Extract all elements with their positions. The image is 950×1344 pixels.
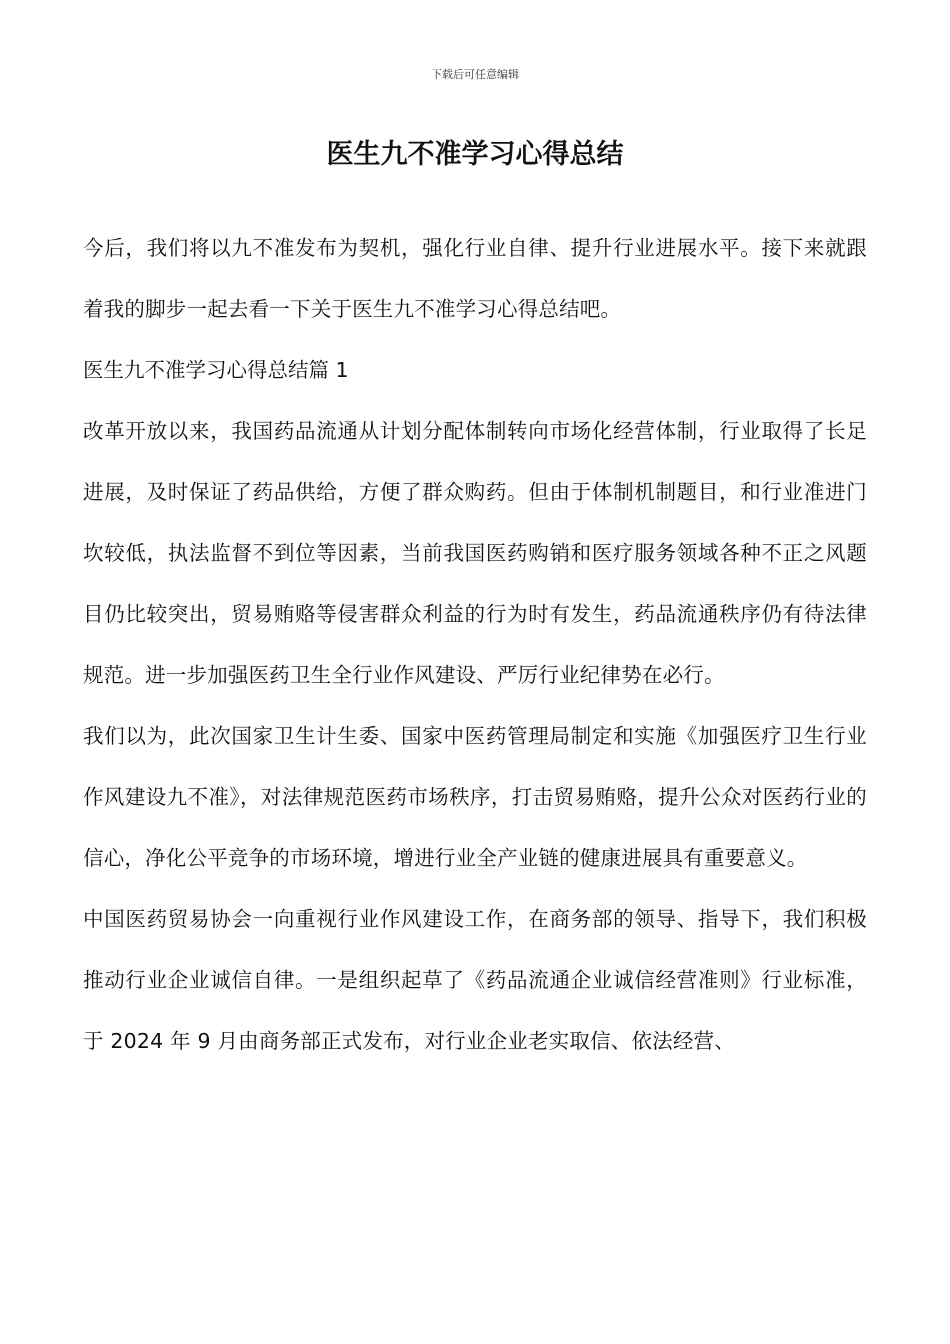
document-title: 医生九不准学习心得总结 — [326, 139, 624, 170]
body-paragraph-2: 我们以为，此次国家卫生计生委、国家中医药管理局制定和实施《加强医疗卫生行业作风建设九不准》，对法律规范医药市场秩序，打击贸易贿赂，提升公众对医药行业的信心，净化公平竞争的市场环境，增进行业全产业链的健康进展具有重要意义。 — [83, 724, 867, 870]
header-note: 下载后可任意编辑 — [431, 68, 519, 81]
section-heading: 医生九不准学习心得总结篇 1 — [83, 358, 349, 382]
document-body — [83, 218, 867, 1072]
body-paragraph-3: 中国医药贸易协会一向重视行业作风建设工作，在商务部的领导、指导下，我们积极推动行业企业诚信自律。一是组织起草了《药品流通企业诚信经营准则》行业标准，于 2024 年 9 月由商务部正式发布，对行业企业老实取信、依法经营、 — [83, 907, 867, 1053]
intro-paragraph: 今后，我们将以九不准发布为契机，强化行业自律、提升行业进展水平。接下来就跟着我的脚步一起去看一下关于医生九不准学习心得总结吧。 — [83, 236, 867, 321]
body-paragraph-1: 改革开放以来，我国药品流通从计划分配体制转向市场化经营体制，行业取得了长足进展，及时保证了药品供给，方便了群众购药。但由于体制机制题目，和行业准进门坎较低，执法监督不到位等因素，当前我国医药购销和医疗服务领域各种不正之风题目仍比较突出，贸易贿赂等侵害群众利益的行为时有发生，药品流通秩序仍有待法律规范。进一步加强医药卫生全行业作风建设、严厉行业纪律势在必行。 — [83, 419, 867, 687]
